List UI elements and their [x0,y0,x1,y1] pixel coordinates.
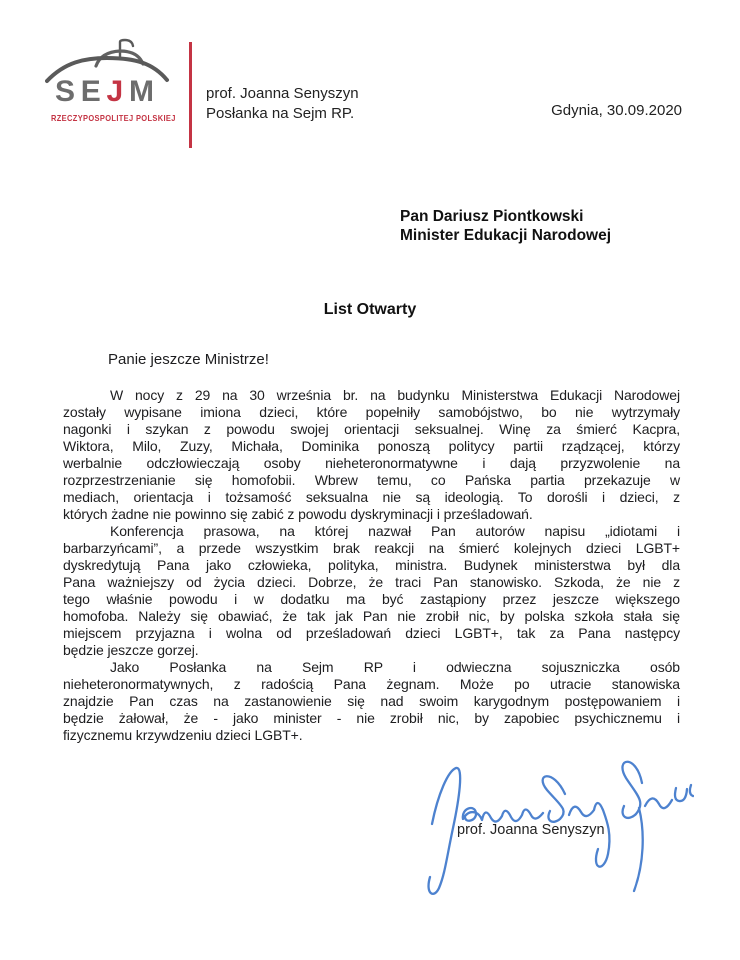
addressee-role: Minister Edukacji Narodowej [400,227,612,244]
addressee-block [400,207,611,245]
body-line: barbarzyńcami”, a przede wszystkim brak reakcji na śmierć kolejnych dzieci LGBT+ [63,540,680,556]
logo-letter: S [55,75,76,108]
paragraph [63,523,680,659]
letter-title: List Otwarty [323,301,417,318]
body-line: homofoba. Należy się obawiać, że tak jak Pan nie zrobił nic, by polska szkoła stała się [63,608,680,624]
body-line: nagonki i szykan z powodu swojej orientacji seksualnej. Winę za śmierć Kacpra, [63,421,680,437]
place-and-date: Gdynia, 30.09.2020 [551,102,682,119]
logo-letter: E [80,75,101,108]
body-line: werbalnie odczłowieczają osoby nieheteronormatywne i dają przyzwolenie na [63,455,680,471]
body-line: miejscem przyjazna i wolna od prześladowań dzieci LGBT+, tak za Pana następcy [63,625,680,641]
body-line: Konferencja prasowa, na której nazwał Pan autorów napisu „idiotami i [110,523,680,539]
paragraph [63,387,680,523]
body-line: nieheteronormatywnych, z radością Pana żegnam. Może po utracie stanowiska [63,676,680,692]
body-line: Jako Posłanka na Sejm RP i odwieczna sojuszniczka osób [110,659,680,675]
body-line: będzie jeszcze gorzej. [63,642,199,658]
body-line: W nocy z 29 na 30 września br. na budynku Ministerstwa Edukacji Narodowej [110,387,680,403]
body-line: tego właśnie powodu i w dodatku ma być zastąpiony przez jeszcze większego [63,591,680,607]
body-line: których żadne nie powinno się zabić z powodu dyskryminacji i prześladowań. [63,506,533,522]
paragraph [63,659,680,744]
body-line: Pana ważniejszy od życia dzieci. Dobrze, że traci Pan stanowisko. Szkoda, że nie z [63,574,680,590]
letter-body [63,387,680,744]
sender-role: Posłanka na Sejm RP. [206,104,355,122]
body-line: mediach, orientacja i tożsamość seksualna nie są ideologią. To dorośli i dzieci, z [63,489,680,505]
sender-block [206,84,359,123]
logo-letter: M [128,75,154,108]
body-line: będzie żałował, że - jako minister - nie zrobił nic, by zapobiec psychicznemu i [63,710,680,726]
logo-subtitle: RZECZYPOSPOLITEJ POLSKIEJ [51,113,176,123]
letterhead-divider [189,42,192,148]
body-line: fizycznemu krzywdzeniu dzieci LGBT+. [63,727,303,743]
typed-signature-name: prof. Joanna Senyszyn [457,822,605,838]
sejm-logo [45,36,175,130]
body-line: rozprzestrzenianie się homofobii. Wbrew temu, co Pańska partia przekazuje w [63,472,680,488]
logo-letter-red-j: J [106,75,124,108]
addressee-name: Pan Dariusz Piontkowski [400,208,584,225]
sender-name: prof. Joanna Senyszyn [206,85,359,102]
body-line: znajdzie Pan czas na zastanowienie się nad swoim karygodnym postępowaniem i [63,693,680,709]
body-line: Wiktora, Milo, Zuzy, Michała, Dominika ponoszą politycy partii rządzącej, którzy [63,438,680,454]
body-line: dyskredytują Pana jako człowieka, polityka, ministra. Budynek ministerstwa był dla [63,557,680,573]
body-line: zostały wypisane imiona dzieci, które popełniły samobójstwo, bo nie wytrzymały [63,404,680,420]
sejm-logo-letters [55,77,154,107]
salutation: Panie jeszcze Ministrze! [108,351,269,368]
